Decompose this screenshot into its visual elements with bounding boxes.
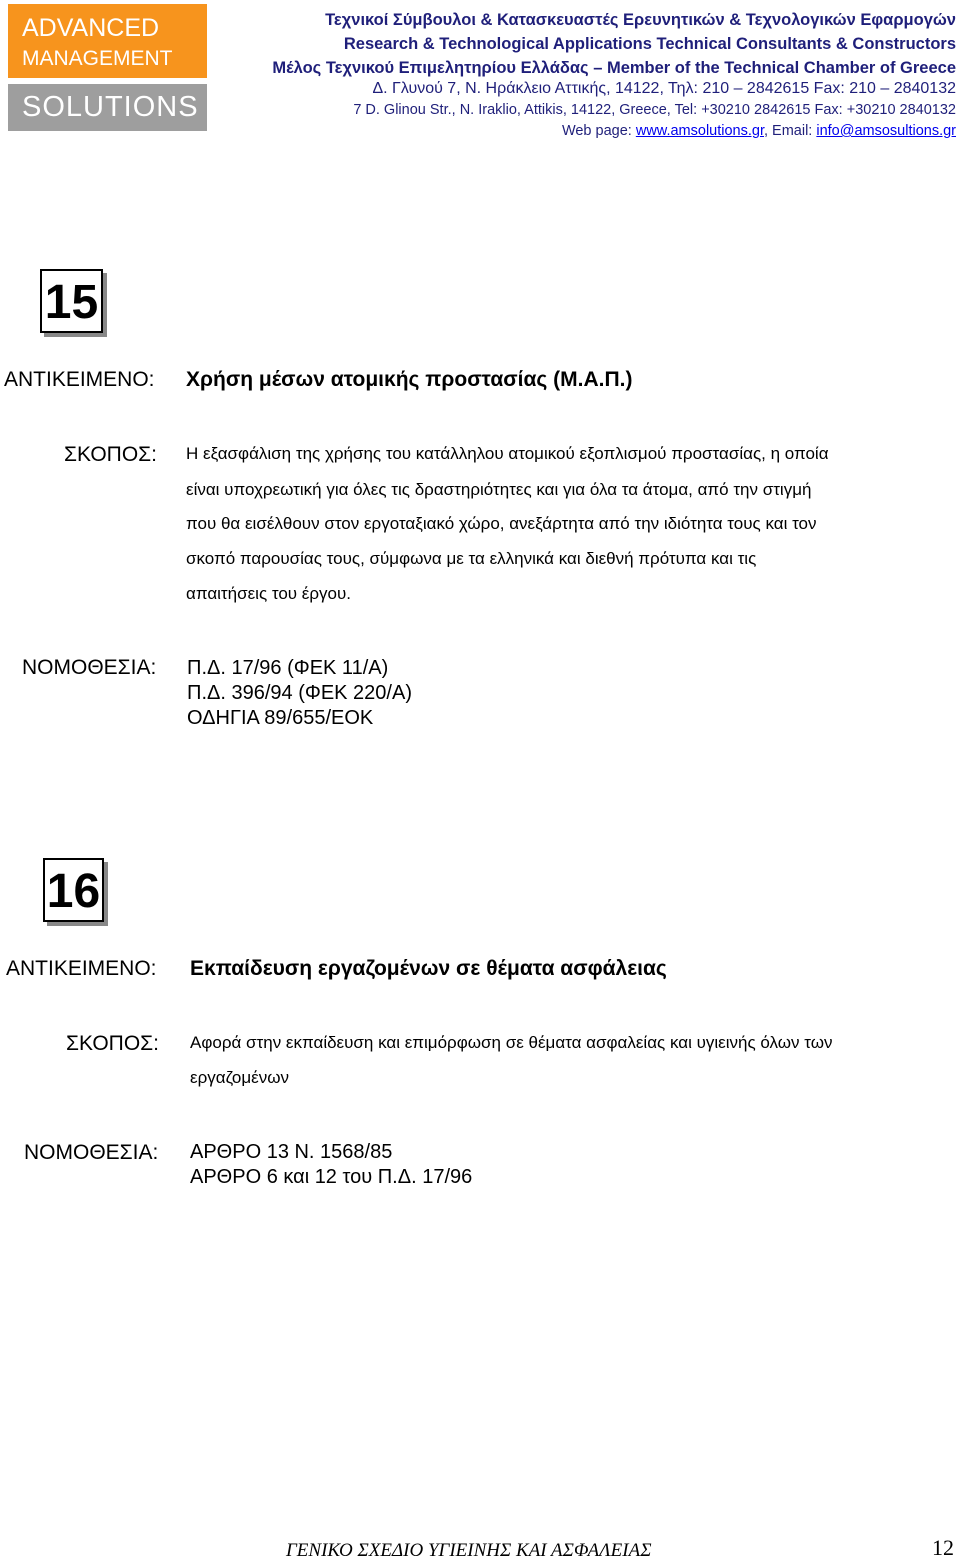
legislation-item: Π.Δ. 396/94 (ΦΕΚ 220/Α) — [187, 682, 412, 704]
subject-title: Εκπαίδευση εργαζομένων σε θέματα ασφάλειας — [190, 957, 667, 980]
header-line-3: Μέλος Τεχνικού Επιμελητηρίου Ελλάδας – Member of the Technical Chamber of Greece — [272, 59, 956, 77]
web-label: Web page: — [561, 123, 636, 139]
header-contact — [562, 124, 956, 139]
section-number: 16 — [46, 865, 101, 918]
header-address-greek: Δ. Γλυνού 7, Ν. Ηράκλειο Αττικής, 14122, Τηλ: 210 – 2842615 Fax: 210 – 2840132 — [372, 80, 956, 97]
logo-line-solutions: SOLUTIONS — [22, 91, 199, 123]
footer-title: ΓΕΝΙΚΟ ΣΧΕΔΙΟ ΥΓΙΕΙΝΗΣ ΚΑΙ ΑΣΦΑΛΕΙΑΣ — [286, 1540, 652, 1561]
purpose-line: απαιτήσεις του έργου. — [186, 584, 352, 603]
purpose-line: είναι υποχρεωτική για όλες τις δραστηριότητες και για όλα τα άτομα, από την στιγμή — [186, 480, 812, 499]
subject-label: ΑΝΤΙΚΕΙΜΕΝΟ: — [4, 368, 155, 391]
website-link[interactable]: www.amsolutions.gr — [635, 123, 764, 139]
purpose-line: σκοπό παρουσίας τους, σύμφωνα με τα ελληνικά και διεθνή πρότυπα και τις — [186, 549, 757, 568]
purpose-label: ΣΚΟΠΟΣ: — [66, 1032, 159, 1055]
logo-line-advanced: ADVANCED — [22, 14, 160, 42]
subject-title: Χρήση μέσων ατομικής προστασίας (Μ.Α.Π.) — [186, 368, 633, 391]
section-number: 15 — [44, 276, 99, 329]
purpose-line: εργαζομένων — [190, 1068, 290, 1087]
email-label: , Email: — [763, 123, 817, 139]
legislation-item: ΟΔΗΓΙΑ 89/655/ΕΟΚ — [187, 707, 374, 729]
purpose-line: Αφορά στην εκπαίδευση και επιμόρφωση σε θέματα ασφαλείας και υγιεινής όλων των — [190, 1033, 833, 1052]
header-line-2: Research & Technological Applications Technical Consultants & Constructors — [343, 35, 956, 53]
page-number: 12 — [932, 1535, 954, 1560]
purpose-line: Η εξασφάλιση της χρήσης του κατάλληλου ατομικού εξοπλισμού προστασίας, η οποία — [186, 444, 829, 463]
purpose-line: που θα εισέλθουν στον εργοταξιακό χώρο, ανεξάρτητα από την ιδιότητα τους και τον — [186, 514, 817, 533]
company-logo-bottom — [8, 84, 207, 131]
company-logo — [8, 4, 207, 78]
legislation-item: Π.Δ. 17/96 (ΦΕΚ 11/Α) — [187, 657, 389, 679]
legislation-label: ΝΟΜΟΘΕΣΙΑ: — [22, 656, 157, 679]
subject-label: ΑΝΤΙΚΕΙΜΕΝΟ: — [6, 957, 157, 980]
legislation-label: ΝΟΜΟΘΕΣΙΑ: — [24, 1141, 159, 1164]
header-line-1: Τεχνικοί Σύμβουλοι & Κατασκευαστές Ερευνητικών & Τεχνολογικών Εφαρμογών — [325, 11, 956, 29]
logo-line-management: MANAGEMENT — [22, 47, 173, 70]
section-number-box — [40, 269, 103, 333]
section-number-box — [43, 858, 104, 922]
email-link[interactable]: info@amsosultions.gr — [816, 123, 956, 139]
purpose-label: ΣΚΟΠΟΣ: — [64, 443, 157, 466]
legislation-item: ΑΡΘΡΟ 6 και 12 του Π.Δ. 17/96 — [190, 1166, 473, 1188]
header-address-english: 7 D. Glinou Str., N. Iraklio, Attikis, 14122, Greece, Tel: +30210 2842615 Fax: +30210 2840132 — [353, 102, 956, 118]
legislation-item: ΑΡΘΡΟ 13 Ν. 1568/85 — [190, 1141, 393, 1163]
